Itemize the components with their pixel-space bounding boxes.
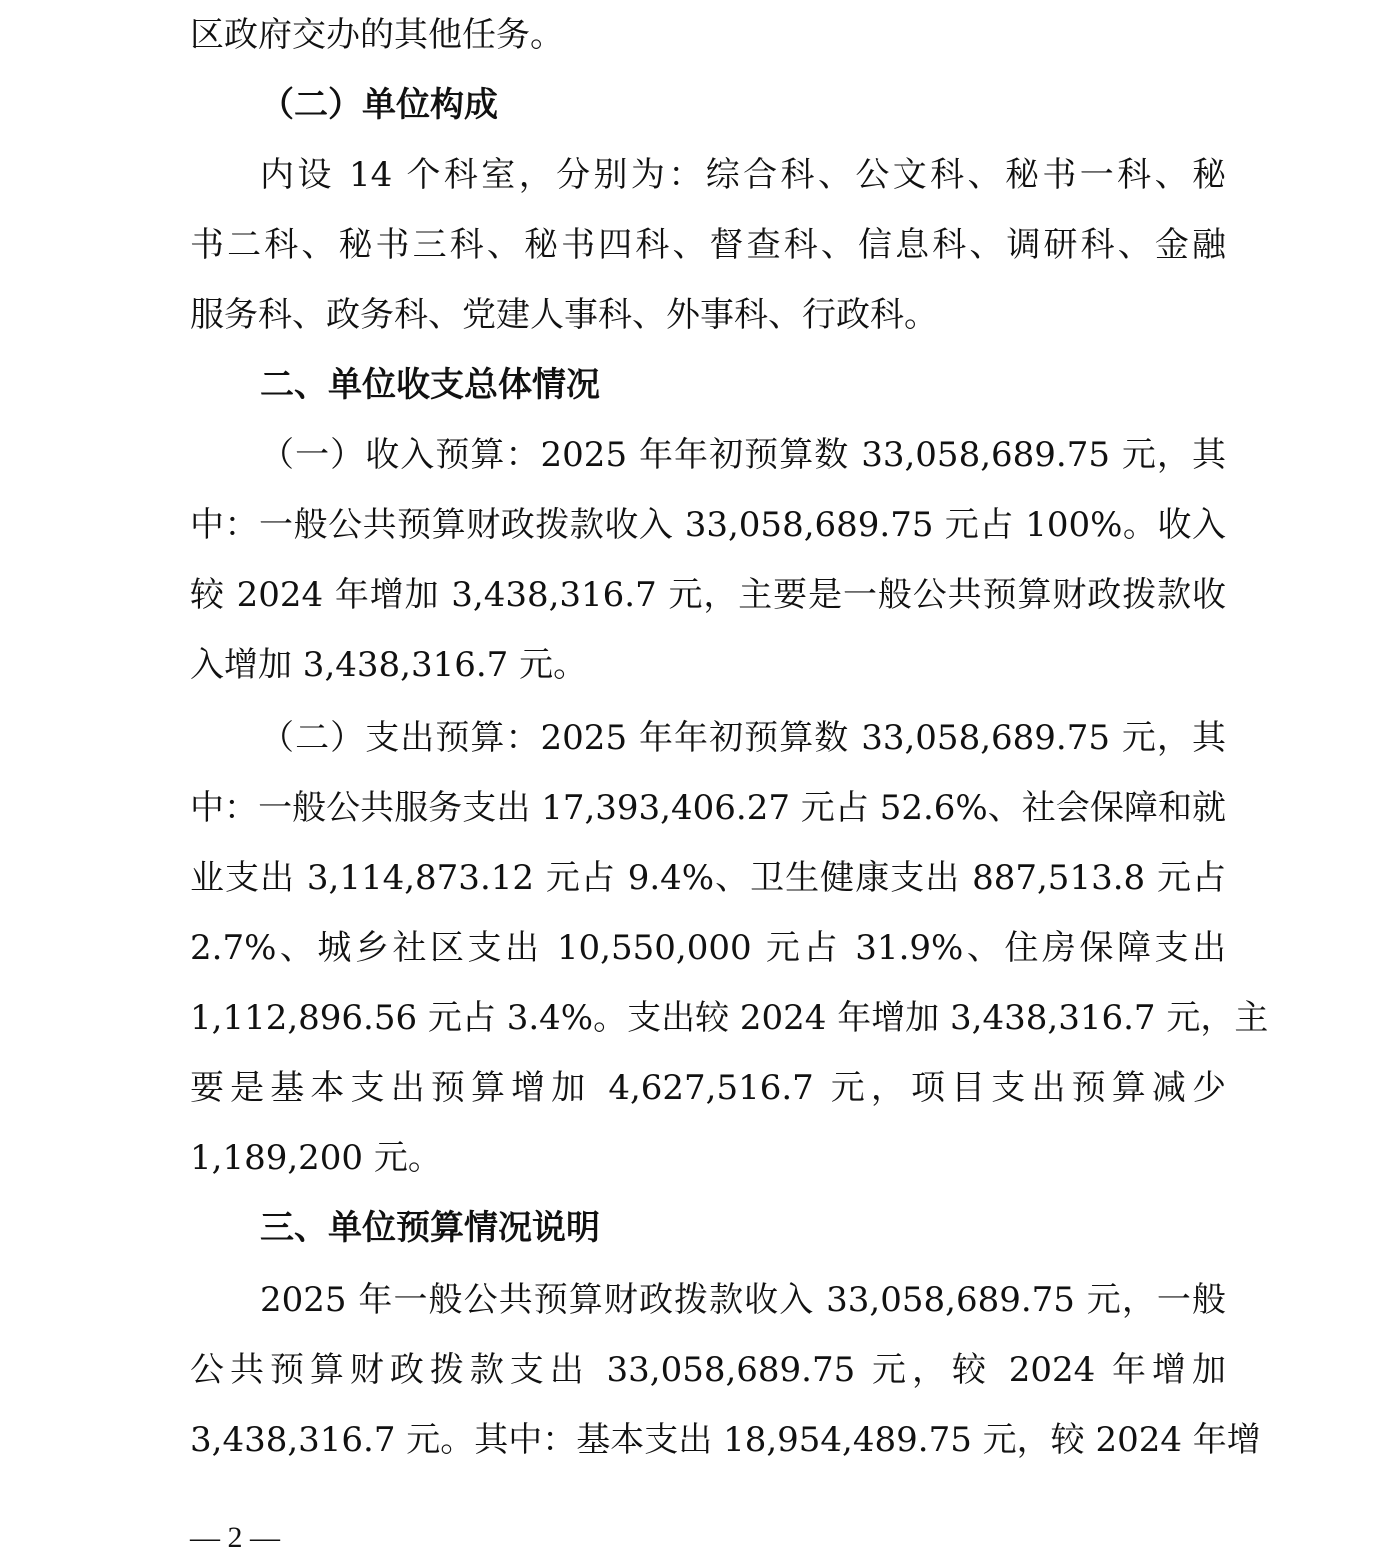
paragraph-line: 较 2024 年增加 3,438,316.7 元，主要是一般公共预算财政拨款收 <box>190 575 1226 615</box>
paragraph-line: 区政府交办的其他任务。 <box>190 15 564 55</box>
paragraph-line: 中：一般公共服务支出 17,393,406.27 元占 52.6%、社会保障和就 <box>190 788 1226 828</box>
paragraph-line: 业支出 3,114,873.12 元占 9.4%、卫生健康支出 887,513.8 元占 <box>190 858 1226 898</box>
paragraph-line: 入增加 3,438,316.7 元。 <box>190 645 588 685</box>
paragraph-line: 书二科、秘书三科、秘书四科、督查科、信息科、调研科、金融 <box>190 225 1226 265</box>
paragraph-line: 中：一般公共预算财政拨款收入 33,058,689.75 元占 100%。收入 <box>190 505 1226 545</box>
paragraph-line: 1,112,896.56 元占 3.4%。支出较 2024 年增加 3,438,316.7 元，主 <box>190 998 1269 1038</box>
paragraph-line: 要是基本支出预算增加 4,627,516.7 元，项目支出预算减少 <box>190 1068 1226 1108</box>
section-heading: 三、单位预算情况说明 <box>260 1208 600 1248</box>
subsection-heading: （二）单位构成 <box>260 85 498 125</box>
section-heading: 二、单位收支总体情况 <box>260 365 600 405</box>
page-number: — 2 — <box>190 1521 280 1554</box>
paragraph-line: 公共预算财政拨款支出 33,058,689.75 元，较 2024 年增加 <box>190 1350 1226 1390</box>
paragraph-line: 1,189,200 元。 <box>190 1138 442 1178</box>
paragraph-line: （二）支出预算：2025 年年初预算数 33,058,689.75 元，其 <box>260 718 1226 758</box>
paragraph-line: 2025 年一般公共预算财政拨款收入 33,058,689.75 元，一般 <box>260 1280 1226 1320</box>
paragraph-line: 内设 14 个科室，分别为：综合科、公文科、秘书一科、秘 <box>260 155 1226 195</box>
paragraph-line: 服务科、政务科、党建人事科、外事科、行政科。 <box>190 295 938 335</box>
paragraph-line: 2.7%、城乡社区支出 10,550,000 元占 31.9%、住房保障支出 <box>190 928 1226 968</box>
paragraph-line: （一）收入预算：2025 年年初预算数 33,058,689.75 元，其 <box>260 435 1226 475</box>
paragraph-line: 3,438,316.7 元。其中：基本支出 18,954,489.75 元，较 2024 年增 <box>190 1420 1261 1460</box>
